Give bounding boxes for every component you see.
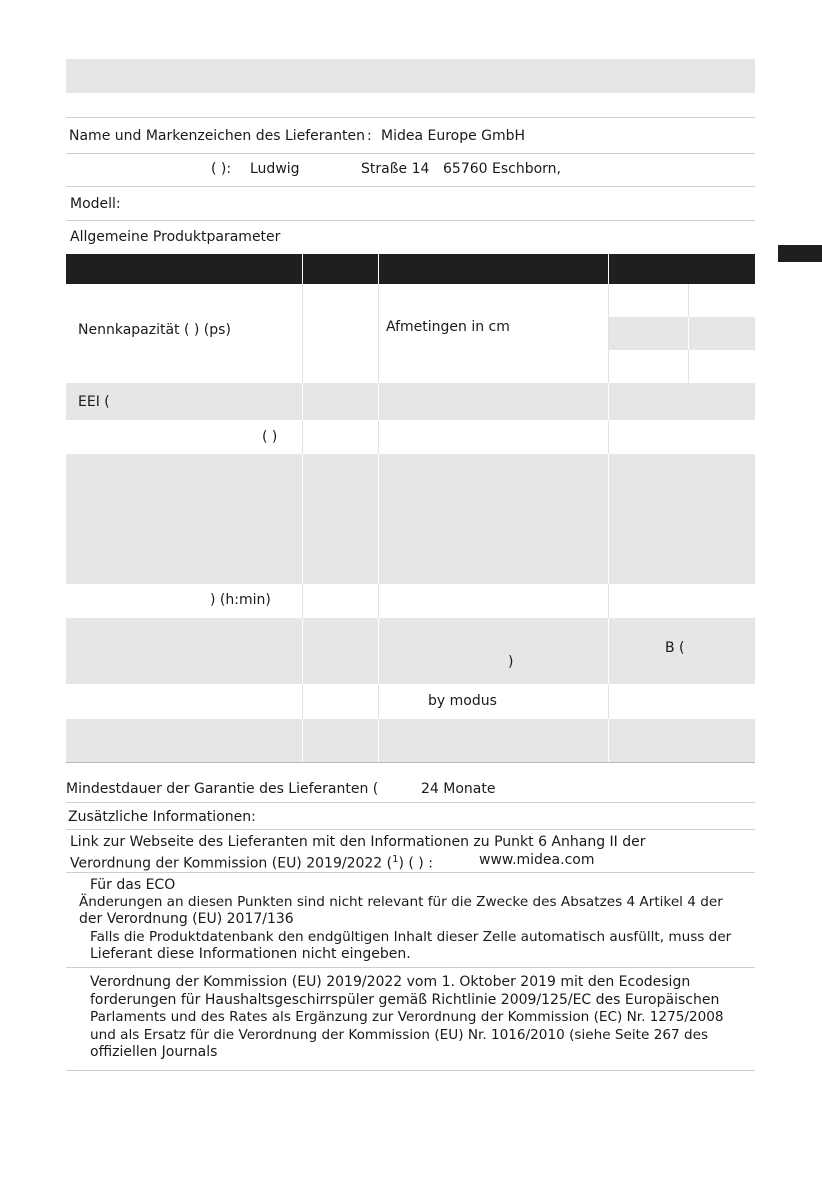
address-paren: ( ): (211, 161, 232, 177)
note-1-line-2: Änderungen an diesen Punkten sind nicht relevant für die Zwecke des Absatzes 4 Artikel 4 der (79, 894, 723, 910)
table-row-capacity (66, 284, 755, 383)
warranty-label: Mindestdauer der Garantie des Lieferanten ( (66, 781, 379, 797)
table-header-divider (608, 254, 609, 284)
address-city: 65760 Eschborn, (443, 161, 561, 177)
cell-border (378, 420, 379, 454)
capacity-label: Nennkapazität ( ) (ps) (78, 322, 231, 338)
link-line-1: Link zur Webseite des Lieferanten mit den Informationen zu Punkt 6 Anhang II der (70, 834, 646, 850)
supplier-label (69, 127, 365, 145)
divider (66, 829, 755, 830)
note-1-line-1: Für das ECO (90, 877, 176, 893)
table-row-last (66, 719, 755, 762)
link-line-2 (70, 851, 433, 873)
cell-border (378, 284, 379, 383)
table-row-noise (66, 618, 755, 684)
cell-border (378, 618, 379, 684)
cell-border (302, 618, 303, 684)
note-2-line-2: forderungen für Haushaltsgeschirrspüler gemäß Richtlinie 2009/125/EC des Europäischen (90, 992, 720, 1008)
link-line-2b: ) ( ) : (398, 855, 433, 872)
cell-border (302, 684, 303, 719)
cell-border (608, 420, 609, 454)
address-street2: Straße 14 (361, 161, 430, 177)
parameter-table (66, 254, 755, 763)
table-row-energy (66, 420, 755, 454)
cell-border (608, 719, 609, 762)
dimensions-label: Afmetingen in cm (386, 319, 510, 335)
divider (66, 1070, 755, 1071)
cell-border (608, 454, 609, 584)
additional-label: Zusätzliche Informationen: (68, 809, 256, 825)
divider (66, 802, 755, 803)
note-2-line-5: offiziellen Journals (90, 1044, 218, 1060)
cell-border (378, 383, 379, 420)
note-1-line-4: Falls die Produktdatenbank den endgültigen Inhalt dieser Zelle automatisch ausfüllt, muss der (90, 929, 732, 945)
cell-border (608, 684, 609, 719)
model-label: Modell: (70, 196, 121, 212)
noise-class-label: B ( (665, 640, 685, 656)
address-street1: Ludwig (250, 161, 300, 177)
supplier-label-text: Name und Markenzeichen des Lieferanten (69, 128, 365, 144)
cell-border (608, 618, 609, 684)
general-params-label: Allgemeine Produktparameter (70, 229, 281, 245)
table-row-eei (66, 383, 755, 420)
cell-border (378, 719, 379, 762)
noise-mid-paren: ) (508, 654, 514, 670)
table-row-duration (66, 584, 755, 618)
divider (66, 153, 755, 154)
title-banner (66, 59, 755, 93)
supplier-sep: : (367, 128, 372, 144)
table-header-divider (302, 254, 303, 284)
cell-border (302, 420, 303, 454)
cell-border (302, 284, 303, 383)
cell-border (302, 719, 303, 762)
dims-subcell-mid (609, 317, 755, 350)
cell-border (302, 584, 303, 618)
table-header (66, 254, 755, 284)
side-tab-marker (778, 245, 822, 262)
note-2-line-4: und als Ersatz für die Verordnung der Kommission (EU) Nr. 1016/2010 (siehe Seite 267 des (90, 1027, 709, 1043)
cell-border (302, 454, 303, 584)
duration-label: ) (h:min) (210, 592, 271, 608)
table-row-water (66, 454, 755, 584)
table-header-divider (378, 254, 379, 284)
cell-border (688, 317, 689, 350)
cell-border (302, 383, 303, 420)
note-2-line-3: Parlaments und des Rates als Ergänzung zur Verordnung der Kommission (EC) Nr. 1275/2008 (90, 1009, 724, 1025)
divider (66, 872, 755, 873)
standby-label: by modus (428, 693, 497, 709)
divider (66, 117, 755, 118)
note-1-line-3: der Verordnung (EU) 2017/136 (79, 911, 294, 927)
cell-border (608, 584, 609, 618)
energy-paren: ( ) (262, 429, 278, 445)
note-2-line-1: Verordnung der Kommission (EU) 2019/2022 vom 1. Oktober 2019 mit den Ecodesign (90, 974, 691, 990)
supplier-website-link[interactable]: www.midea.com (479, 852, 595, 868)
cell-border (378, 584, 379, 618)
eei-label: EEI ( (78, 394, 110, 410)
supplier-name: Midea Europe GmbH (381, 128, 526, 144)
link-line-2a: Verordnung der Kommission (EU) 2019/2022 ( (70, 855, 393, 872)
warranty-value: 24 Monate (421, 781, 496, 797)
footnote-ref: 1 (392, 854, 399, 865)
cell-border (608, 383, 609, 420)
cell-border (378, 454, 379, 584)
divider (66, 186, 755, 187)
cell-border (378, 684, 379, 719)
table-bottom-rule (66, 762, 755, 763)
divider (66, 967, 755, 968)
table-row-standby (66, 684, 755, 719)
divider (66, 220, 755, 221)
note-1-line-5: Lieferant diese Informationen nicht eingeben. (90, 946, 411, 962)
